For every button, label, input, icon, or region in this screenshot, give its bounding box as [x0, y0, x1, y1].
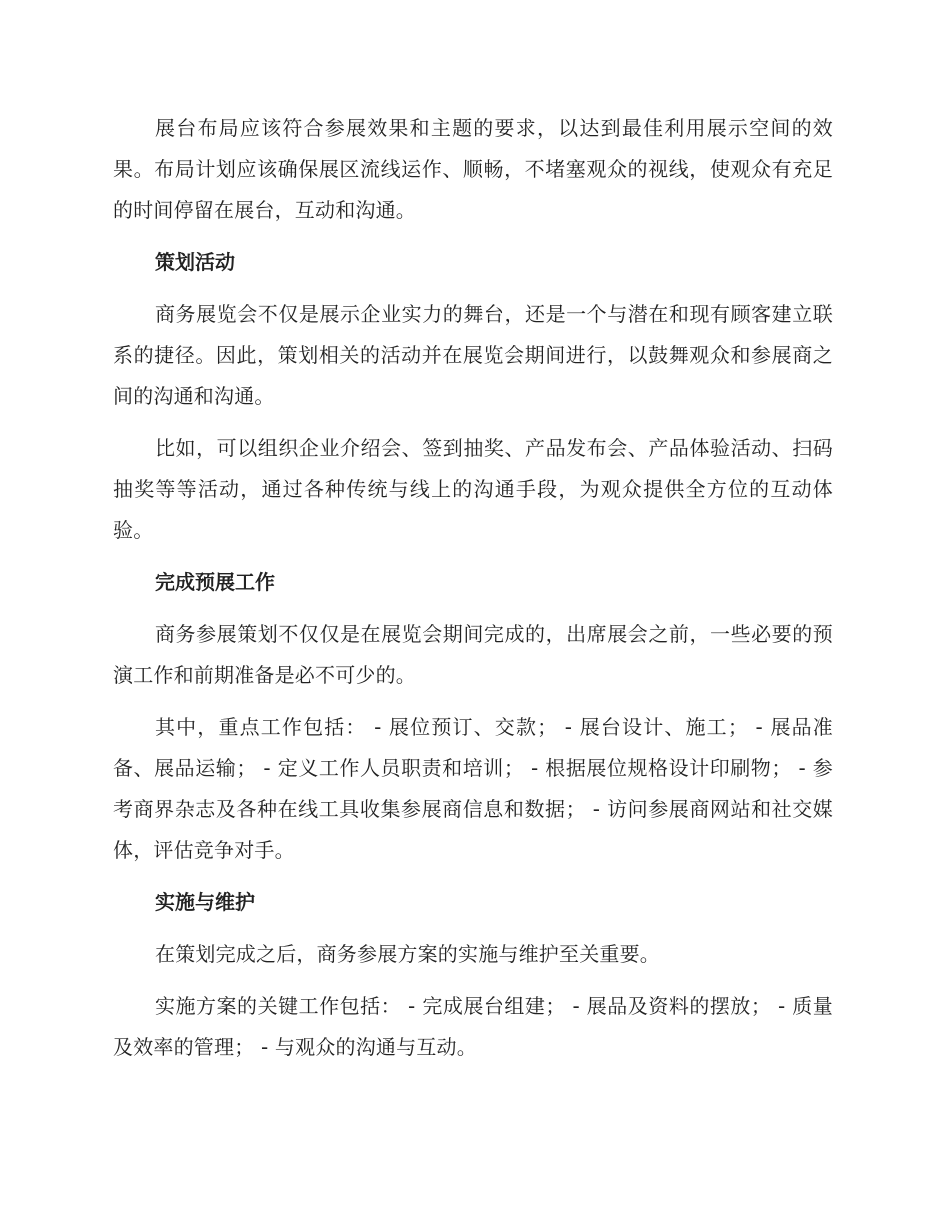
heading-pre-exhibition: 完成预展工作 [155, 570, 275, 594]
paragraph-implementation-tasks: 实施方案的关键工作包括： - 完成展台组建； - 展品及资料的摆放； - 质量及效率的管理； - 与观众的沟通与互动。 [113, 994, 833, 1059]
paragraph-implementation-intro: 在策划完成之后，商务参展方案的实施与维护至关重要。 [155, 942, 660, 966]
heading-plan-activities: 策划活动 [155, 250, 235, 274]
paragraph-booth-layout: 展台布局应该符合参展效果和主题的要求，以达到最佳利用展示空间的效果。布局计划应该确保展区流线运作、顺畅，不堵塞观众的视线，使观众有充足的时间停留在展台，互动和沟通。 [113, 116, 833, 222]
paragraph-exhibition-stage: 商务展览会不仅是展示企业实力的舞台，还是一个与潜在和现有顾客建立联系的捷径。因此，策划相关的活动并在展览会期间进行，以鼓舞观众和参展商之间的沟通和沟通。 [113, 302, 833, 408]
document-page [113, 108, 833, 1079]
paragraph-preparation: 商务参展策划不仅仅是在展览会期间完成的，出席展会之前，一些必要的预演工作和前期准备是必不可少的。 [113, 622, 833, 687]
heading-implementation: 实施与维护 [155, 890, 255, 914]
paragraph-key-tasks: 其中，重点工作包括： - 展位预订、交款； - 展台设计、施工； - 展品准备、展品运输； - 定义工作人员职责和培训； - 根据展位规格设计印刷物； - 参考商界杂志及各种在线工具收集参展商信息和数据； - 访问参展商网站和社交媒体，评估竞争对手。 [113, 715, 833, 862]
paragraph-activity-examples: 比如，可以组织企业介绍会、签到抽奖、产品发布会、产品体验活动、扫码抽奖等等活动，通过各种传统与线上的沟通手段，为观众提供全方位的互动体验。 [113, 436, 833, 542]
